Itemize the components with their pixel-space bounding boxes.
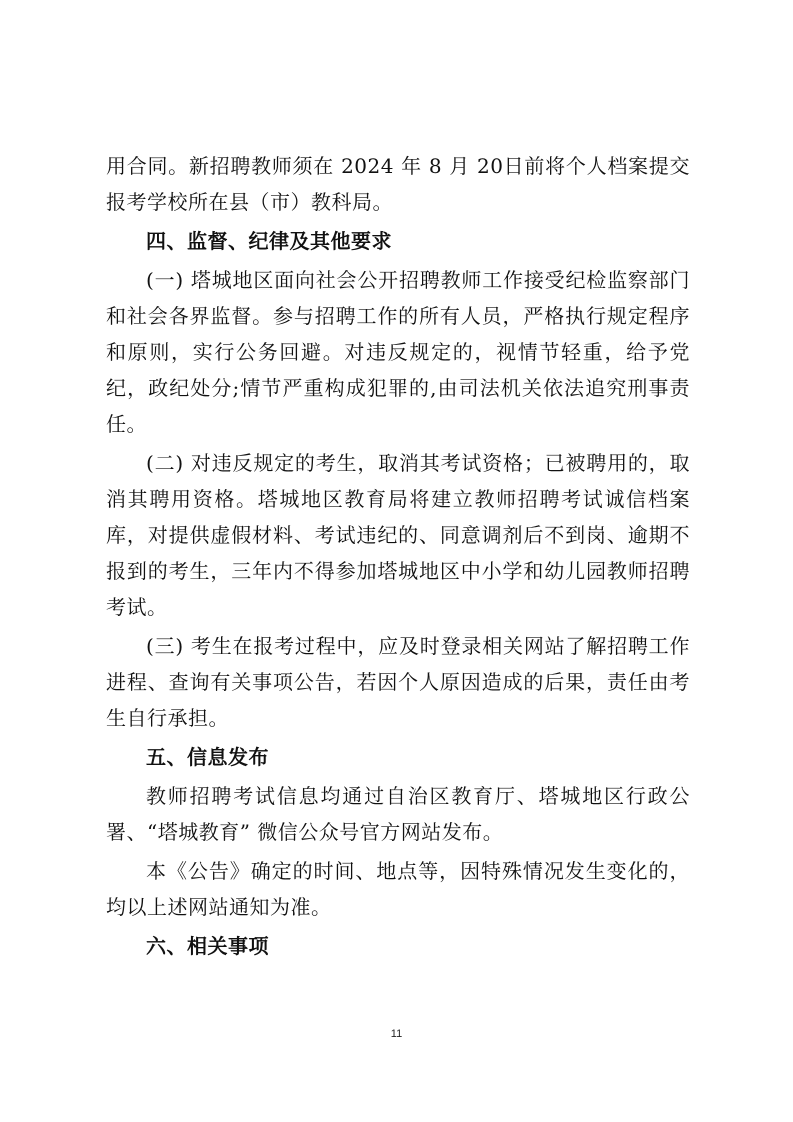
paragraph-4-2: (二) 对违反规定的考生，取消其考试资格；已被聘用的，取消其聘用资格。塔城地区教育局将建立教师招聘考试诚信档案库，对提供虚假材料、考试违纪的、同意调剂后不到岗、逾期不报到的考生，三年内不得参加塔城地区中小学和幼儿园教师招聘考试。 <box>106 451 690 619</box>
section-heading-5: 五、信息发布 <box>146 745 269 769</box>
paragraph-5-1: 教师招聘考试信息均通过自治区教育厅、塔城地区行政公署、“塔城教育” 微信公众号官方网站发布。 <box>106 784 690 844</box>
paragraph-4-3: (三) 考生在报考过程中，应及时登录相关网站了解招聘工作进程、查询有关事项公告，若因个人原因造成的后果，责任由考生自行承担。 <box>106 634 690 730</box>
document-body <box>106 148 690 967</box>
section-heading-4: 四、监督、纪律及其他要求 <box>146 229 392 253</box>
paragraph-4-1: (一) 塔城地区面向社会公开招聘教师工作接受纪检监察部门和社会各界监督。参与招聘工作的所有人员，严格执行规定程序和原则，实行公务回避。对违反规定的，视情节轻重，给予党纪，政纪处分;情节严重构成犯罪的,由司法机关依法追究刑事责任。 <box>106 268 690 436</box>
section-heading-6: 六、相关事项 <box>146 934 269 958</box>
page-number: 11 <box>390 1028 403 1040</box>
paragraph-5-2: 本《公告》确定的时间、地点等，因特殊情况发生变化的，均以上述网站通知为准。 <box>106 859 690 919</box>
paragraph-continuation: 用合同。新招聘教师须在 2024 年 8 月 20日前将个人档案提交报考学校所在县（市）教科局。 <box>106 154 690 214</box>
